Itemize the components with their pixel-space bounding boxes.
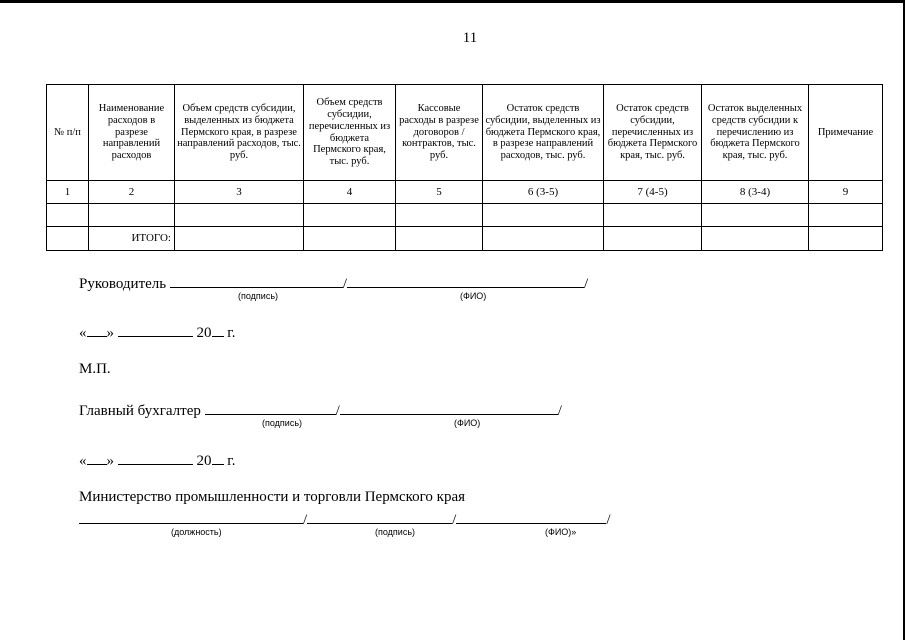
year-prefix: 20 [196,453,212,469]
header-cell: Остаток средств субсидии, выделенных из бюджета Пермского края, в разрезе направлений расходов, тыс. руб. [483,85,604,181]
header-cell: Объем средств субсидии, перечисленных из бюджета Пермского края, тыс. руб. [304,85,396,181]
header-cell: Остаток средств субсидии, перечисленных из бюджета Пермского края, тыс. руб. [604,85,702,181]
day-field[interactable] [87,323,107,337]
head-signature-line: Руководитель / / [79,276,589,292]
name-caption-final: (ФИО)» [545,527,577,537]
accountant-name-field[interactable] [340,401,558,415]
empty-cell [483,227,604,251]
column-number-cell: 8 (3-4) [702,181,809,204]
quote-close: » [106,453,114,469]
date-line [79,323,235,342]
month-field[interactable] [118,323,193,337]
quote-close: » [106,325,114,341]
sign-caption: (подпись) [375,527,416,537]
position-field[interactable] [79,510,303,524]
ministry-label: Министерство промышленности и торговли Пермского края [79,489,466,505]
head-name-field[interactable] [347,274,584,288]
quote-open: « [79,325,87,341]
column-number-cell: 1 [47,181,89,204]
year-suffix: г. [227,453,236,469]
name-caption: (ФИО) [460,291,487,301]
header-cell: № п/п [47,85,89,181]
empty-cell [304,204,396,227]
table-row [47,204,883,227]
empty-cell [175,204,304,227]
header-cell: Кассовые расходы в разрезе договоров / контрактов, тыс. руб. [396,85,483,181]
column-number-cell: 9 [809,181,883,204]
empty-cell [175,227,304,251]
column-number-cell: 5 [396,181,483,204]
accountant-signature-line: Главный бухгалтер / / [79,403,562,419]
empty-cell [304,227,396,251]
month-field[interactable] [118,451,193,465]
empty-cell [809,204,883,227]
header-cell: Объем средств субсидии, выделенных из бюджета Пермского края, в разрезе направлений расходов, тыс. руб. [175,85,304,181]
date-line [79,451,235,470]
year-field[interactable] [212,451,224,465]
total-label: ИТОГО: [89,227,175,251]
column-number-cell: 7 (4-5) [604,181,702,204]
head-signature-field[interactable] [170,274,343,288]
column-number-cell: 3 [175,181,304,204]
empty-cell [702,204,809,227]
head-label: Руководитель [79,276,167,292]
empty-cell [604,204,702,227]
column-number-cell: 6 (3-5) [483,181,604,204]
sign-caption: (подпись) [262,418,303,428]
ministry-signature-field[interactable] [307,510,452,524]
header-cell: Примечание [809,85,883,181]
empty-cell [483,204,604,227]
empty-cell [396,204,483,227]
sign-caption: (подпись) [238,291,279,301]
report-table [46,84,883,251]
table-header-row [47,85,883,181]
empty-cell [47,204,89,227]
empty-cell [809,227,883,251]
empty-cell [89,204,175,227]
stamp-label: М.П. [79,361,111,377]
accountant-signature-field[interactable] [205,401,336,415]
position-caption: (должность) [171,527,222,537]
header-cell: Наименование расходов в разрезе направлений расходов [89,85,175,181]
quote-open: « [79,453,87,469]
total-row [47,227,883,251]
empty-cell [702,227,809,251]
accountant-label: Главный бухгалтер [79,403,201,419]
year-suffix: г. [227,325,236,341]
page-border-top [0,0,905,3]
ministry-signature-line: / / / [79,510,611,529]
page-number: 11 [462,30,478,46]
year-field[interactable] [212,323,224,337]
ministry-name-field[interactable] [456,510,606,524]
name-caption: (ФИО) [454,418,481,428]
year-prefix: 20 [196,325,212,341]
column-number-cell: 4 [304,181,396,204]
empty-cell [604,227,702,251]
header-cell: Остаток выделенных средств субсидии к перечислению из бюджета Пермского края, тыс. руб. [702,85,809,181]
day-field[interactable] [87,451,107,465]
column-number-row [47,181,883,204]
column-number-cell: 2 [89,181,175,204]
empty-cell [396,227,483,251]
empty-cell [47,227,89,251]
